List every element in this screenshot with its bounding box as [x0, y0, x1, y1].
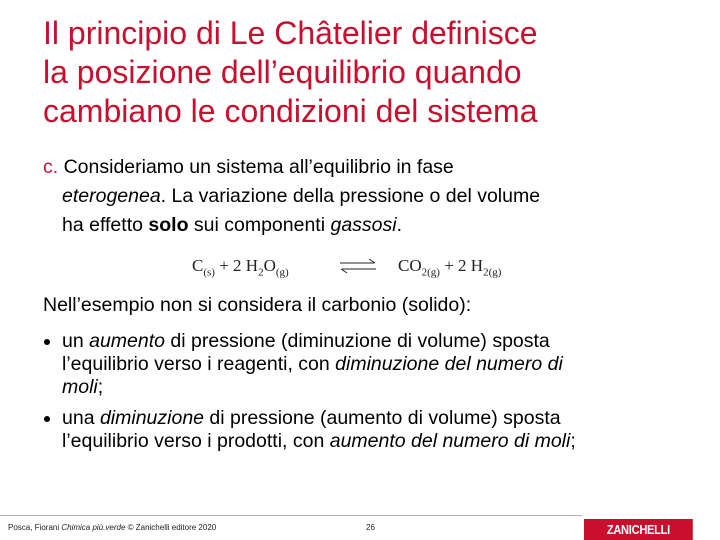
bullet-list [43, 330, 708, 461]
bullet-dot-icon [44, 339, 50, 345]
footer-credit: Posca, Fiorani Chimica più.verde © Zanichelli editore 2020 [8, 523, 217, 532]
intro-text: Nell’esempio non si considera il carbonio (solido): [43, 294, 472, 316]
point-line-2: eterogenea. La variazione della pressione o del volume [62, 185, 541, 207]
footer [0, 515, 720, 540]
bullet-item-increase: un aumento di pressione (diminuzione di volume) sposta l’equilibrio verso i reagenti, con diminuzione del numero di moli; [43, 330, 708, 399]
equation-reactants: $C_{(s)} + 2$ $H_2O_{(g)}$ [192, 256, 289, 279]
title-line-2: la posizione dell’equilibrio quando [43, 54, 522, 90]
publisher-logo: ZANICHELLI [584, 519, 693, 540]
title-line-3: cambiano le condizioni del sistema [43, 93, 538, 129]
equilibrium-arrows-icon [338, 258, 378, 274]
footer-divider [0, 515, 582, 516]
slide-title [43, 14, 713, 131]
point-line-1: c. Consideriamo un sistema all’equilibrio in fase [43, 156, 454, 178]
title-line-1: Il principio di Le Châtelier definisce [43, 15, 538, 51]
page-number: 26 [366, 523, 375, 532]
equation-products: $CO_{2(g)} + 2$ $H_{2(g)}$ [398, 256, 502, 279]
bullet-item-decrease: una diminuzione di pressione (aumento di volume) sposta l’equilibrio verso i prodotti, con aumento del numero di moli; [43, 407, 708, 453]
point-c [43, 153, 708, 240]
bullet-dot-icon [44, 416, 50, 422]
chemical-equation [192, 254, 552, 282]
point-marker: c. [43, 156, 59, 178]
point-line-3: ha effetto solo sui componenti gassosi. [62, 214, 403, 236]
